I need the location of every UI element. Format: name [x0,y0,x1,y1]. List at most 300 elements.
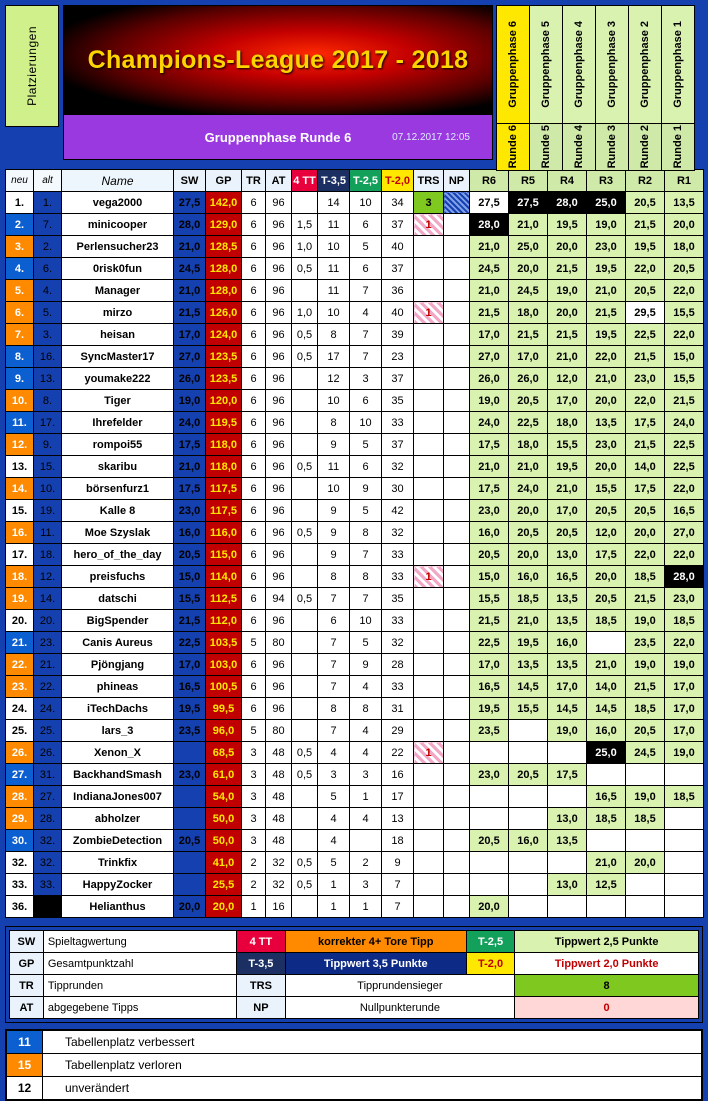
player-name: vega2000 [62,192,174,214]
round-score-1: 22,0 [665,478,704,500]
rank-old: 18. [34,544,62,566]
matchday-score [174,852,206,874]
legend-box [5,926,703,1023]
rank-old: 24. [34,698,62,720]
rounds: 3 [242,742,266,764]
zero-point-round [444,566,470,588]
key-text: unverändert [43,1077,702,1100]
round-score-1: 22,0 [665,632,704,654]
group-phase-title: Gruppenphase 2 [629,6,661,123]
round-score-3: 20,5 [587,588,626,610]
round-score-6: 23,5 [470,720,509,742]
total-points: 54,0 [206,786,242,808]
round-score-3: 21,0 [587,280,626,302]
legend-label: Tipprunden [43,975,236,997]
zero-point-round [444,368,470,390]
round-score-1: 16,5 [665,500,704,522]
round-winner [414,874,444,896]
round-score-6: 21,0 [470,280,509,302]
legend-label: Spieltagwertung [43,931,236,953]
round-score-4: 16,5 [548,566,587,588]
group-phase-column-5 [529,5,563,171]
total-points: 41,0 [206,852,242,874]
tip-35: 7 [318,588,350,610]
matchday-score: 15,0 [174,566,206,588]
tip-25: 2 [350,852,382,874]
tips: 96 [266,214,292,236]
four-goal-tips [292,500,318,522]
player-name: heisan [62,324,174,346]
rank-old: 28. [34,808,62,830]
four-goal-tips [292,808,318,830]
four-goal-tips: 0,5 [292,742,318,764]
rank-old: 31. [34,764,62,786]
round-score-4: 13,5 [548,610,587,632]
round-winner [414,698,444,720]
rank-new: 10. [6,390,34,412]
tips: 96 [266,434,292,456]
tip-20: 35 [382,390,414,412]
page-title: Champions-League 2017 - 2018 [87,45,469,74]
tip-25: 5 [350,500,382,522]
rank-new: 21. [6,632,34,654]
tip-35: 7 [318,632,350,654]
key-box [5,1029,703,1101]
rounds: 3 [242,808,266,830]
table-row [6,698,704,720]
tips: 32 [266,852,292,874]
round-score-1: 22,5 [665,434,704,456]
round-score-3: 14,0 [587,676,626,698]
table-row [6,566,704,588]
round-score-2: 18,5 [626,698,665,720]
round-score-6: 22,5 [470,632,509,654]
matchday-score: 23,0 [174,764,206,786]
rank-old: 6. [34,258,62,280]
round-winner [414,324,444,346]
round-score-2: 21,5 [626,588,665,610]
zero-point-round [444,324,470,346]
zero-point-round [444,588,470,610]
round-winner [414,368,444,390]
legend-body [10,931,699,1019]
tips: 96 [266,610,292,632]
zero-point-round [444,522,470,544]
tips: 48 [266,764,292,786]
col-4tt: 4 TT [292,170,318,192]
round-score-5: 24,0 [509,478,548,500]
zero-point-round [444,456,470,478]
four-goal-tips: 1,0 [292,302,318,324]
tip-35: 17 [318,346,350,368]
round-score-1: 22,5 [665,456,704,478]
tip-35: 11 [318,280,350,302]
round-score-6: 16,0 [470,522,509,544]
total-points: 129,0 [206,214,242,236]
tip-35: 4 [318,808,350,830]
total-points: 115,0 [206,544,242,566]
round-score-4: 19,0 [548,280,587,302]
tip-20: 36 [382,280,414,302]
round-score-3: 14,5 [587,698,626,720]
rounds: 3 [242,830,266,852]
col-r1: R1 [665,170,704,192]
player-name: Perlensucher23 [62,236,174,258]
legend-row [10,975,699,997]
round-score-2: 21,5 [626,346,665,368]
four-goal-tips: 0,5 [292,324,318,346]
zero-point-round [444,896,470,918]
round-score-6: 27,5 [470,192,509,214]
legend-label: abgegebene Tipps [43,997,236,1019]
tip-20: 37 [382,214,414,236]
tip-20: 39 [382,324,414,346]
group-phase-column-6 [496,5,530,171]
four-goal-tips: 0,5 [292,456,318,478]
rank-old: 22. [34,676,62,698]
rank-new: 7. [6,324,34,346]
round-winner [414,412,444,434]
tip-25: 6 [350,258,382,280]
round-score-6: 17,0 [470,324,509,346]
round-score-6: 26,0 [470,368,509,390]
col-np: NP [444,170,470,192]
legend-key2: NP [237,997,285,1019]
tip-20: 33 [382,676,414,698]
table-row [6,478,704,500]
total-points: 117,5 [206,500,242,522]
legend-table [9,930,699,1019]
round-score-5 [509,742,548,764]
round-score-3 [587,632,626,654]
player-name: Kalle 8 [62,500,174,522]
matchday-score: 21,5 [174,610,206,632]
tip-25: 7 [350,588,382,610]
round-score-5: 27,5 [509,192,548,214]
rank-new: 33. [6,874,34,896]
rank-new: 27. [6,764,34,786]
tip-25: 6 [350,456,382,478]
four-goal-tips [292,192,318,214]
round-score-1: 18,5 [665,610,704,632]
tip-20: 13 [382,808,414,830]
round-score-4: 13,0 [548,874,587,896]
round-winner [414,258,444,280]
round-score-4: 13,0 [548,544,587,566]
legend-row [10,953,699,975]
round-score-6: 17,5 [470,478,509,500]
player-name: Canis Aureus [62,632,174,654]
tip-35: 12 [318,368,350,390]
round-score-2 [626,764,665,786]
rank-new: 32. [6,852,34,874]
player-name: hero_of_the_day [62,544,174,566]
player-name: datschi [62,588,174,610]
round-score-5: 18,0 [509,302,548,324]
round-score-5 [509,786,548,808]
table-row [6,896,704,918]
round-score-4: 21,0 [548,346,587,368]
table-row [6,786,704,808]
zero-point-round [444,698,470,720]
tips: 96 [266,676,292,698]
col-gp: GP [206,170,242,192]
tip-25: 8 [350,698,382,720]
round-score-2: 22,0 [626,390,665,412]
tip-20: 40 [382,302,414,324]
round-score-6 [470,742,509,764]
rank-old: 21. [34,654,62,676]
rank-old: 17. [34,412,62,434]
tip-25: 8 [350,522,382,544]
round-score-2: 23,0 [626,368,665,390]
legend-key: TR [10,975,44,997]
round-score-4: 15,5 [548,434,587,456]
table-body [6,192,704,918]
matchday-score: 19,5 [174,698,206,720]
round-score-2: 20,5 [626,192,665,214]
round-score-5: 20,5 [509,390,548,412]
tip-25: 9 [350,654,382,676]
placements-label [5,5,59,127]
tip-25: 4 [350,676,382,698]
table-row [6,874,704,896]
col-r4: R4 [548,170,587,192]
tip-20: 32 [382,456,414,478]
tips: 80 [266,720,292,742]
total-points: 103,0 [206,654,242,676]
tip-25: 4 [350,302,382,324]
round-score-1: 22,0 [665,324,704,346]
round-score-4: 19,5 [548,214,587,236]
matchday-score: 17,0 [174,324,206,346]
round-score-5: 20,0 [509,258,548,280]
tip-20: 33 [382,544,414,566]
group-phase-title: Gruppenphase 1 [662,6,694,123]
round-score-1 [665,852,704,874]
matchday-score: 26,0 [174,368,206,390]
round-winner: 1 [414,742,444,764]
tip-20: 33 [382,412,414,434]
rank-new: 18. [6,566,34,588]
tips: 96 [266,456,292,478]
round-score-1: 20,5 [665,258,704,280]
tip-20: 31 [382,698,414,720]
rank-new: 36. [6,896,34,918]
table-row [6,456,704,478]
tips: 96 [266,566,292,588]
rounds: 6 [242,280,266,302]
table-row [6,302,704,324]
round-score-1 [665,830,704,852]
zero-point-round [444,874,470,896]
total-points: 114,0 [206,566,242,588]
round-score-6 [470,852,509,874]
round-winner [414,896,444,918]
round-winner [414,808,444,830]
round-score-6: 15,0 [470,566,509,588]
tip-20: 37 [382,258,414,280]
round-score-5: 15,5 [509,698,548,720]
table-row [6,720,704,742]
rank-old: 14. [34,588,62,610]
table-row [6,500,704,522]
legend-label2: Nullpunkterunde [285,997,515,1019]
four-goal-tips: 1,5 [292,214,318,236]
matchday-score [174,808,206,830]
zero-point-round [444,632,470,654]
key-row [7,1031,702,1054]
legend-label2: Tippwert 3,5 Punkte [285,953,466,975]
total-points: 112,0 [206,610,242,632]
group-phase-round: Runde 4 [563,123,595,170]
round-score-2: 22,0 [626,258,665,280]
round-score-4: 21,5 [548,324,587,346]
key-row [7,1077,702,1100]
round-score-1: 18,5 [665,786,704,808]
rank-new: 22. [6,654,34,676]
legend-key: AT [10,997,44,1019]
zero-point-round [444,742,470,764]
timestamp: 07.12.2017 12:05 [392,131,470,143]
round-score-3: 18,5 [587,808,626,830]
round-score-6: 17,5 [470,434,509,456]
round-score-1: 28,0 [665,566,704,588]
rounds: 1 [242,896,266,918]
round-score-4: 17,5 [548,764,587,786]
round-score-2 [626,896,665,918]
tip-25: 10 [350,412,382,434]
table-row [6,830,704,852]
round-score-2 [626,830,665,852]
total-points: 50,0 [206,808,242,830]
tips: 48 [266,786,292,808]
group-phase-round: Runde 5 [530,123,562,170]
tip-25: 7 [350,280,382,302]
rank-old: 26. [34,742,62,764]
round-score-4: 18,0 [548,412,587,434]
legend-key3: T-2,0 [466,953,514,975]
four-goal-tips: 0,5 [292,852,318,874]
rank-new: 14. [6,478,34,500]
rounds: 6 [242,324,266,346]
sheet [5,5,703,1095]
round-score-4: 20,0 [548,302,587,324]
rank-old: 20. [34,610,62,632]
round-winner: 1 [414,302,444,324]
four-goal-tips [292,434,318,456]
matchday-score: 24,5 [174,258,206,280]
rank-old: 4. [34,280,62,302]
round-score-2: 20,5 [626,500,665,522]
rank-new: 11. [6,412,34,434]
four-goal-tips [292,280,318,302]
tip-35: 9 [318,522,350,544]
round-winner [414,852,444,874]
matchday-score: 23,5 [174,720,206,742]
rank-new: 16. [6,522,34,544]
tip-20: 32 [382,522,414,544]
round-score-5: 20,0 [509,500,548,522]
round-score-4: 20,0 [548,236,587,258]
four-goal-tips: 1,0 [292,236,318,258]
matchday-score: 27,0 [174,346,206,368]
round-score-3 [587,764,626,786]
round-score-3: 21,0 [587,852,626,874]
total-points: 128,0 [206,258,242,280]
round-score-3: 12,0 [587,522,626,544]
rounds: 2 [242,852,266,874]
col-r5: R5 [509,170,548,192]
four-goal-tips: 0,5 [292,874,318,896]
four-goal-tips [292,830,318,852]
round-score-2: 19,5 [626,236,665,258]
round-winner [414,346,444,368]
round-winner [414,676,444,698]
table-row [6,258,704,280]
round-score-1: 13,5 [665,192,704,214]
rounds: 6 [242,544,266,566]
tip-25 [350,830,382,852]
player-name: Ihrefelder [62,412,174,434]
round-score-2: 21,5 [626,434,665,456]
col-r2: R2 [626,170,665,192]
col-tr: TR [242,170,266,192]
rank-old: 19. [34,500,62,522]
four-goal-tips [292,478,318,500]
tip-25: 10 [350,192,382,214]
round-score-5 [509,720,548,742]
tip-20: 33 [382,610,414,632]
standings-table [5,169,704,918]
rounds: 6 [242,500,266,522]
round-score-6: 28,0 [470,214,509,236]
four-goal-tips [292,676,318,698]
player-name: lars_3 [62,720,174,742]
col-name: Name [62,170,174,192]
total-points: 142,0 [206,192,242,214]
round-score-5: 25,0 [509,236,548,258]
round-score-6 [470,808,509,830]
round-score-4 [548,852,587,874]
total-points: 25,5 [206,874,242,896]
rank-old: 7. [34,214,62,236]
rank-old: 27. [34,786,62,808]
round-winner [414,280,444,302]
round-label: Gruppenphase Runde 6 [204,129,352,145]
round-score-4: 21,0 [548,478,587,500]
key-sample: 12 [7,1077,43,1100]
zero-point-round [444,478,470,500]
round-score-5: 20,5 [509,764,548,786]
rounds: 6 [242,676,266,698]
round-score-2: 29,5 [626,302,665,324]
round-score-3: 25,0 [587,192,626,214]
tips: 96 [266,192,292,214]
four-goal-tips [292,566,318,588]
legend-row [10,931,699,953]
tip-20: 28 [382,654,414,676]
round-score-5: 21,5 [509,324,548,346]
player-name: phineas [62,676,174,698]
rank-old: 23. [34,632,62,654]
round-winner [414,434,444,456]
group-phase-round: Runde 3 [596,123,628,170]
round-score-4: 14,5 [548,698,587,720]
round-winner [414,830,444,852]
round-score-1: 19,0 [665,742,704,764]
player-name: IndianaJones007 [62,786,174,808]
